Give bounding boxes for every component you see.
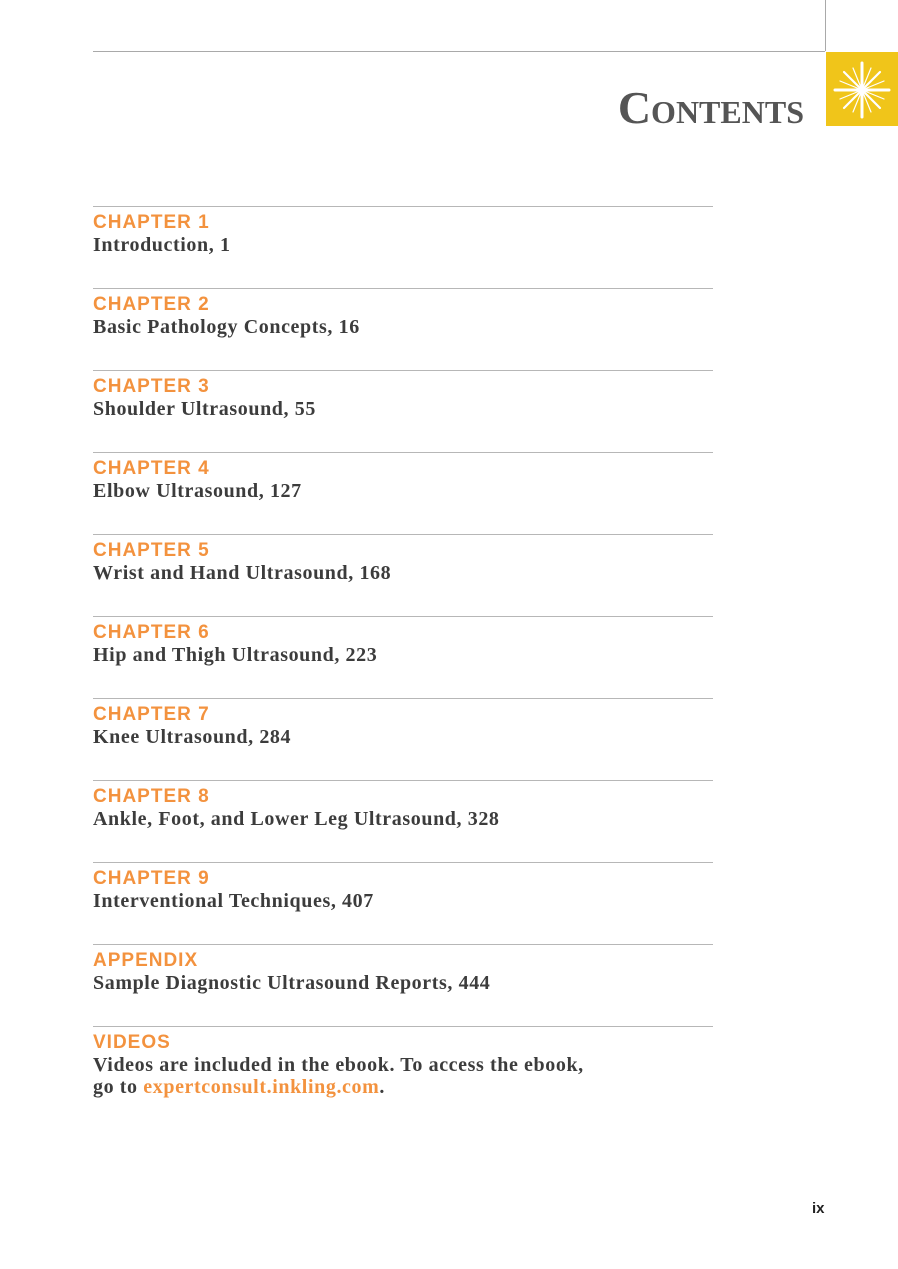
toc-entry-chapter-6[interactable] xyxy=(93,616,713,698)
table-of-contents xyxy=(93,206,713,1108)
toc-entry-chapter-5[interactable] xyxy=(93,534,713,616)
toc-entry-chapter-1[interactable] xyxy=(93,206,713,288)
chapter-label: CHAPTER 2 xyxy=(93,294,210,315)
chapter-label: CHAPTER 3 xyxy=(93,376,210,397)
ebook-link[interactable]: expertconsult.inkling.com xyxy=(143,1076,380,1098)
toc-entry-chapter-4[interactable] xyxy=(93,452,713,534)
star-burst-icon xyxy=(826,52,898,126)
chapter-label: CHAPTER 5 xyxy=(93,540,210,561)
appendix-title: Sample Diagnostic Ultrasound Reports, 444 xyxy=(93,972,491,994)
chapter-title: Wrist and Hand Ultrasound, 168 xyxy=(93,562,392,584)
toc-entry-chapter-2[interactable] xyxy=(93,288,713,370)
toc-entry-appendix[interactable] xyxy=(93,944,713,1026)
chapter-title: Introduction, 1 xyxy=(93,234,231,256)
toc-entry-chapter-9[interactable] xyxy=(93,862,713,944)
chapter-label: CHAPTER 1 xyxy=(93,212,210,233)
chapter-label: CHAPTER 8 xyxy=(93,786,210,807)
toc-entry-chapter-8[interactable] xyxy=(93,780,713,862)
appendix-label: APPENDIX xyxy=(93,950,199,971)
chapter-title: Shoulder Ultrasound, 55 xyxy=(93,398,316,420)
page-number: ix xyxy=(812,1200,825,1217)
page-title: Contents xyxy=(617,82,804,133)
chapter-title: Hip and Thigh Ultrasound, 223 xyxy=(93,644,378,666)
videos-text-line1: Videos are included in the ebook. To access the ebook, xyxy=(93,1054,584,1076)
vertical-rule xyxy=(825,0,826,51)
videos-text-suffix: . xyxy=(379,1076,385,1098)
chapter-label: CHAPTER 6 xyxy=(93,622,210,643)
videos-label: VIDEOS xyxy=(93,1032,171,1053)
chapter-title: Basic Pathology Concepts, 16 xyxy=(93,316,360,338)
top-rule xyxy=(93,51,825,52)
chapter-label: CHAPTER 9 xyxy=(93,868,210,889)
chapter-title: Interventional Techniques, 407 xyxy=(93,890,374,912)
chapter-title: Knee Ultrasound, 284 xyxy=(93,726,292,748)
chapter-title: Ankle, Foot, and Lower Leg Ultrasound, 328 xyxy=(93,808,500,830)
toc-entry-chapter-7[interactable] xyxy=(93,698,713,780)
chapter-title: Elbow Ultrasound, 127 xyxy=(93,480,302,502)
toc-entry-chapter-3[interactable] xyxy=(93,370,713,452)
chapter-label: CHAPTER 7 xyxy=(93,704,210,725)
videos-description xyxy=(93,1054,713,1098)
chapter-label: CHAPTER 4 xyxy=(93,458,210,479)
toc-entry-videos xyxy=(93,1026,713,1108)
videos-text-prefix: go to xyxy=(93,1076,144,1098)
